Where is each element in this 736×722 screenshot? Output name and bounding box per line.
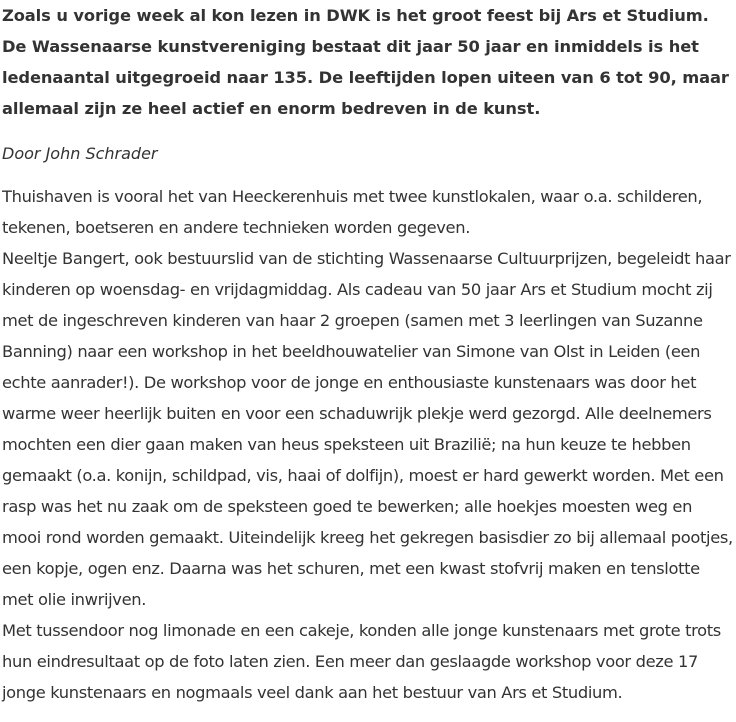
body-paragraph: Met tussendoor nog limonade en een cakeje, konden alle jonge kunstenaars met grote trots hun eindresultaat op de foto laten zien. Een meer dan geslaagde workshop voor deze 17 jonge kunstenaars en nogmaals veel dank aan het bestuur van Ars et Studium. — [2, 621, 721, 702]
body-paragraph: Thuishaven is vooral het van Heeckerenhuis met twee kunstlokalen, waar o.a. schilderen, tekenen, boetseren en andere technieken worden gegeven. — [2, 187, 703, 237]
article-byline: Door John Schrader — [2, 144, 158, 163]
article-intro: Zoals u vorige week al kon lezen in DWK is het groot feest bij Ars et Studium. De Wassenaarse kunstvereniging bestaat dit jaar 50 jaar en inmiddels is het ledenaantal uitgegroeid naar 135. De leeftijden lopen uiteen van 6 tot 90, maar allemaal zijn ze heel actief en enorm bedreven in de kunst. — [2, 6, 729, 118]
article-body — [2, 181, 734, 708]
body-paragraph: Neeltje Bangert, ook bestuurslid van de stichting Wassenaarse Cultuurprijzen, begeleidt haar kinderen op woensdag- en vrijdagmiddag. Als cadeau van 50 jaar Ars et Studium mocht zij met de ingeschreven kinderen van haar 2 groepen (samen met 3 leerlingen van Suzanne Banning) naar een workshop in het beeldhouwatelier van Simone van Olst in Leiden (een echte aanrader!). De workshop voor de jonge en enthousiaste kunstenaars was door het warme weer heerlijk buiten en voor een schaduwrijk plekje werd gezorgd. Alle deelnemers mochten een dier gaan maken van heus speksteen uit Brazilië; na hun keuze te hebben gemaakt (o.a. konijn, schildpad, vis, haai of dolfijn), moest er hard gewerkt worden. Met een rasp was het nu zaak om de speksteen goed te bewerken; alle hoekjes moesten weg en mooi rond worden gemaakt. Uiteindelijk kreeg het gekregen basisdier zo bij allemaal pootjes, een kopje, ogen enz. Daarna was het schuren, met een kwast stofvrij maken en tenslotte met olie inwrijven. — [2, 249, 733, 609]
